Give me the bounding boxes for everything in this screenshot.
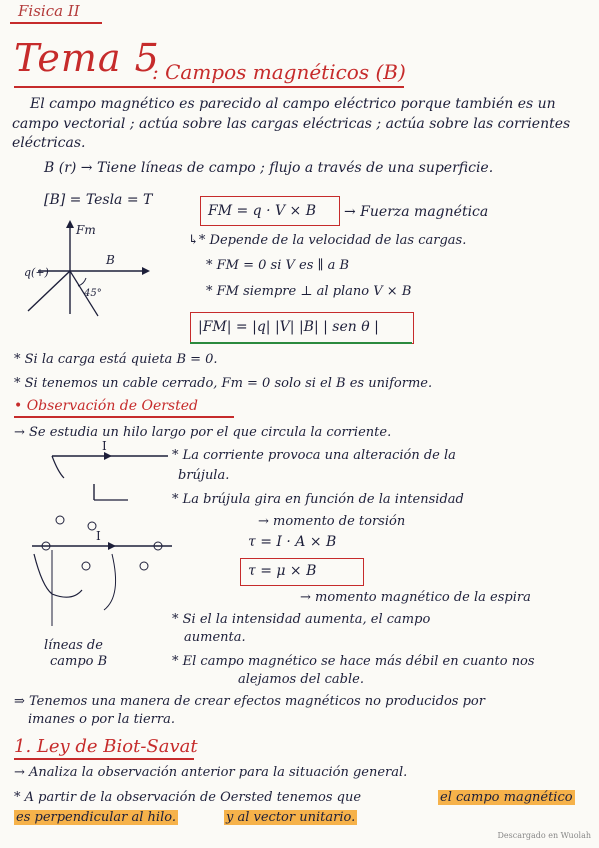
- note-line: * Si la carga está quieta B = 0.: [14, 352, 218, 367]
- note-line: * Si tenemos un cable cerrado, Fm = 0 solo si el B es uniforme.: [14, 376, 433, 391]
- section-oersted: • Observación de Oersted: [14, 398, 198, 414]
- biot-line: * A partir de la observación de Oersted tenemos que: [14, 790, 362, 805]
- dependency-line: ↳* Depende de la velocidad de las cargas.: [188, 233, 467, 248]
- force-label: → Fuerza magnética: [344, 204, 489, 220]
- field-lines-label: campo B: [50, 654, 108, 669]
- diagram-b-label: B: [106, 253, 115, 267]
- highlighted-text: el campo magnético: [440, 790, 573, 805]
- oersted-point: aumenta.: [184, 630, 246, 645]
- biot-highlight: [438, 790, 575, 805]
- oersted-point: * La corriente provoca una alteración de la: [172, 448, 456, 463]
- intro-line: eléctricas.: [12, 135, 86, 151]
- diagram-q-label: q(+): [24, 266, 49, 279]
- biot-line: → Analiza la observación anterior para la situación general.: [14, 765, 408, 780]
- oersted-point: brújula.: [178, 468, 230, 483]
- oersted-point: * El campo magnético se hace más débil en cuanto nos: [172, 654, 535, 669]
- b-unit: [B] = Tesla = T: [44, 192, 153, 208]
- dependency-line: * FM siempre ⊥ al plano V × B: [206, 284, 412, 299]
- force-equation: FM = q · V × B: [208, 203, 317, 219]
- title-underline: [14, 86, 404, 88]
- intro-line: El campo magnético es parecido al campo eléctrico porque también es un: [30, 96, 556, 112]
- oersted-intro: → Se estudia un hilo largo por el que circula la corriente.: [14, 425, 392, 440]
- b-definition: B (r) → Tiene líneas de campo ; flujo a través de una superficie.: [44, 160, 494, 176]
- highlighted-text: y al vector unitario.: [226, 810, 356, 825]
- oersted-point: * Si el la intensidad aumenta, el campo: [172, 612, 431, 627]
- biot-highlight: [14, 810, 178, 825]
- page-title: Tema 5: [14, 36, 160, 80]
- diagram-angle-label: 45°: [84, 288, 102, 299]
- header-underline: [10, 22, 102, 24]
- section-biot: 1. Ley de Biot-Savat: [14, 736, 198, 757]
- torque-equation-boxed: τ = μ × B: [248, 563, 317, 579]
- field-lines-label: líneas de: [44, 638, 103, 653]
- dependency-line: * FM = 0 si V es ∥ a B: [206, 258, 350, 273]
- magnitude-equation: |FM| = |q| |V| |B| | sen θ |: [198, 319, 379, 335]
- torque-equation: τ = I · A × B: [248, 534, 337, 550]
- highlighted-text: es perpendicular al hilo.: [16, 810, 176, 825]
- section-underline: [14, 758, 194, 760]
- oersted-point: * La brújula gira en función de la intensidad: [172, 492, 464, 507]
- diagram-fm-label: Fm: [76, 223, 96, 237]
- field-lines-diagram: [12, 506, 182, 656]
- force-diagram: [18, 216, 158, 326]
- conclusion-line: ⇒ Tenemos una manera de crear efectos magnéticos no producidos por: [14, 694, 485, 709]
- oersted-point: alejamos del cable.: [238, 672, 364, 687]
- page-subtitle: : Campos magnéticos (B): [152, 60, 406, 84]
- oersted-point: → momento magnético de la espira: [300, 590, 531, 605]
- section-underline: [14, 416, 234, 418]
- header-label: Fisica II: [18, 2, 80, 20]
- oersted-point: → momento de torsión: [258, 514, 406, 529]
- conclusion-line: imanes o por la tierra.: [28, 712, 175, 727]
- wire-current-label: I: [96, 529, 101, 543]
- wire-current-label: I: [102, 440, 107, 453]
- footer-watermark: Descargado en Wuolah: [497, 831, 591, 840]
- biot-line: [224, 810, 357, 825]
- intro-line: campo vectorial ; actúa sobre las cargas eléctricas ; actúa sobre las corrientes: [12, 116, 571, 132]
